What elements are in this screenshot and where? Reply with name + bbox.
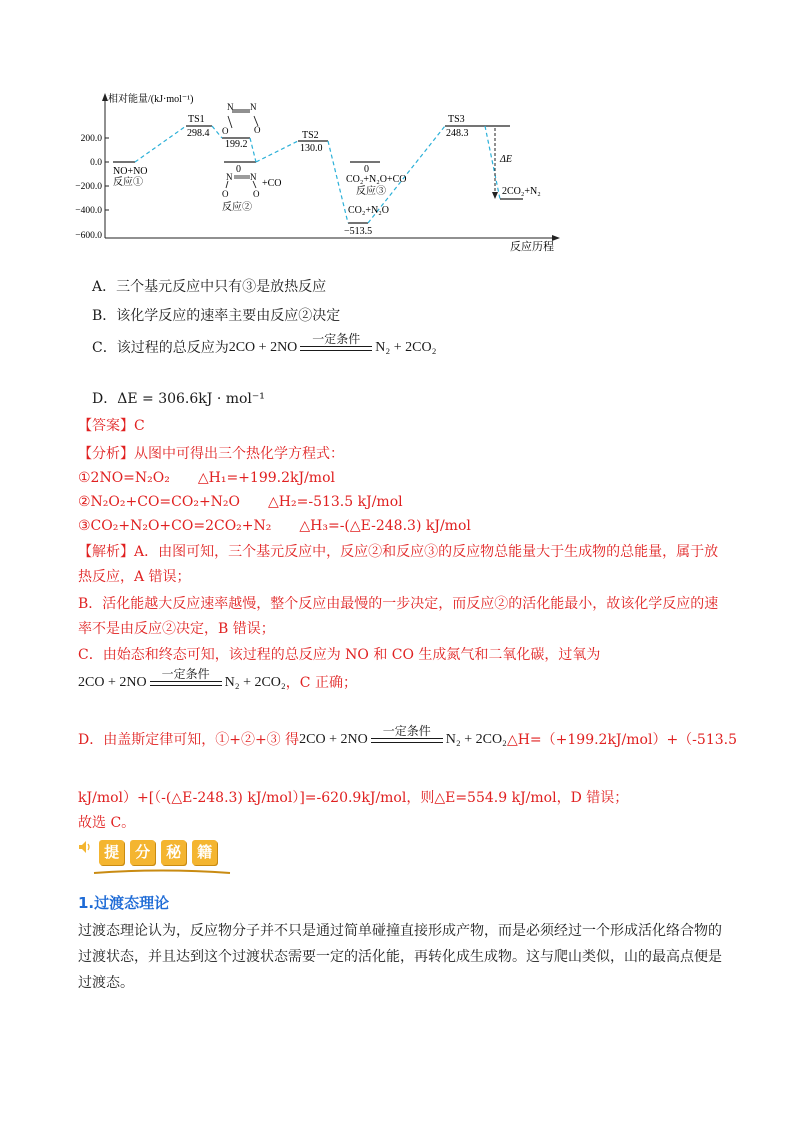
y-tick: −400.0	[75, 206, 102, 216]
condition-text: 一定条件	[382, 724, 431, 738]
y-tick: 0.0	[90, 158, 102, 168]
equation-condition	[300, 332, 372, 351]
equation-rhs: N₂ + 2CO₂	[445, 731, 507, 747]
explanation-d-row	[78, 724, 737, 749]
explanation-c-suffix: ，C 正确；	[285, 675, 357, 691]
label-ts2: TS2	[302, 130, 319, 141]
label-delta-e: ΔE	[500, 154, 512, 165]
svg-text:N: N	[250, 172, 257, 182]
x-axis-label: 反应历程	[510, 241, 554, 253]
label-int1-val: 199.2	[225, 139, 248, 150]
explanation-a-text: A．由图可知，三个基元反应中，反应②和反应③的反应物总能量大于生成物的总能量，属于放	[134, 544, 719, 560]
label-int2-low-val: −513.5	[344, 226, 373, 237]
energy-diagram	[60, 88, 580, 258]
label-ts1-val: 298.4	[187, 128, 210, 139]
option-a: A．三个基元反应中只有③是放热反应	[92, 279, 327, 295]
double-line	[371, 738, 443, 743]
delta-e-arrowhead	[492, 192, 498, 199]
explanation-label: 【解析】	[78, 544, 134, 560]
explanation-b-line1: B．活化能越大反应速率越慢，整个反应由最慢的一步决定，而反应②的活化能最小，故该化学反应的速	[78, 596, 719, 612]
option-d-formula: ΔE = 306.6kJ · mol⁻¹	[117, 391, 265, 407]
explanation-a-line1	[78, 541, 718, 561]
label-ts1: TS1	[188, 114, 205, 125]
explanation-c-eq-row	[78, 667, 357, 692]
equation-rhs: N₂ + 2CO₂	[375, 339, 437, 355]
explanation-a-line2: 热反应，A 错误；	[78, 569, 191, 585]
answer-value: C	[134, 418, 145, 434]
connector	[485, 126, 500, 199]
option-d	[92, 388, 265, 408]
label-ts2-val: 130.0	[300, 143, 323, 154]
double-line	[300, 346, 372, 351]
svg-text:N: N	[226, 172, 233, 182]
connector	[256, 141, 298, 162]
analysis-eq2: ②N₂O₂+CO=CO₂+N₂O △H₂=-513.5 kJ/mol	[78, 494, 403, 510]
section-paragraph-line1: 过渡态理论认为，反应物分子并不只是通过简单碰撞直接形成产物，而是必须经过一个形成活化络合物的	[78, 923, 722, 939]
equation-lhs: 2CO + 2NO	[228, 339, 298, 355]
svg-text:O: O	[253, 189, 260, 199]
equation-c-explanation	[78, 667, 286, 692]
equation-condition	[371, 724, 443, 743]
double-line	[150, 681, 222, 686]
connector	[212, 126, 222, 138]
label-r2: 反应②	[222, 202, 252, 213]
svg-text:O: O	[222, 189, 229, 199]
label-reactant: NO+NO	[113, 166, 148, 177]
banner-char: 籍	[192, 840, 217, 865]
option-d-prefix: D．	[92, 391, 118, 407]
y-axis-label: 相对能量/(kJ·mol⁻¹)	[108, 94, 194, 105]
answer	[78, 415, 145, 435]
label-co: +CO	[262, 178, 282, 189]
explanation-c-line1: C．由始态和终态可知，该过程的总反应为 NO 和 CO 生成氮气和二氧化碳，过氧为	[78, 647, 601, 663]
equation-d-explanation	[299, 724, 507, 749]
banner-char: 分	[130, 840, 155, 865]
svg-text:N: N	[227, 102, 234, 112]
y-tick: 200.0	[80, 134, 102, 144]
analysis-eq1: ①2NO=N₂O₂ △H₁=+199.2kJ/mol	[78, 470, 335, 486]
connector	[250, 138, 256, 162]
label-ts3-val: 248.3	[446, 128, 469, 139]
equation-rhs: N₂ + 2CO₂	[224, 674, 286, 690]
y-tick: −200.0	[75, 182, 102, 192]
svg-text:N: N	[250, 102, 257, 112]
explanation-conclusion: 故选 C。	[78, 815, 136, 831]
equation-lhs: 2CO + 2NO	[78, 674, 147, 690]
section-paragraph-line2: 过渡状态，并且达到这个过渡状态需要一定的活化能，再转化成生成物。这与爬山类似，山的最高点便是	[78, 949, 722, 965]
analysis-eq3: ③CO₂+N₂O+CO=2CO₂+N₂ △H₃=-(△E-248.3) kJ/mol	[78, 518, 471, 534]
svg-text:O: O	[254, 125, 261, 135]
analysis-label: 【分析】	[78, 446, 134, 462]
label-n2o2-zero: 0	[236, 164, 241, 175]
label-int2-species: CO₂+N₂O+CO	[346, 174, 407, 185]
svg-text:O: O	[222, 126, 229, 136]
analysis	[78, 443, 344, 463]
condition-text: 一定条件	[161, 667, 210, 681]
banner-char: 秘	[161, 840, 186, 865]
tips-banner	[78, 840, 223, 874]
label-ts3: TS3	[448, 114, 465, 125]
equation-lhs: 2CO + 2NO	[299, 731, 368, 747]
condition-text: 一定条件	[312, 332, 361, 346]
analysis-text: 从图中可得出三个热化学方程式：	[134, 446, 344, 462]
section-paragraph-line3: 过渡态。	[78, 975, 134, 991]
explanation-d-prefix: D．由盖斯定律可知，①+②+③ 得	[78, 732, 300, 748]
section-title: 1.过渡态理论	[78, 894, 170, 912]
speaker-icon	[78, 840, 92, 854]
equation-c	[228, 332, 437, 357]
option-b: B．该化学反应的速率主要由反应②决定	[92, 308, 341, 324]
explanation-d-line2: kJ/mol）+[（-(△E-248.3) kJ/mol）]=-620.9kJ/mol，则△E=554.9 kJ/mol，D 错误；	[78, 790, 629, 806]
option-c	[92, 332, 437, 357]
option-c-prefix: C．该过程的总反应为	[92, 340, 229, 356]
explanation-b-line2: 率不是由反应②决定，B 错误；	[78, 621, 275, 637]
banner-char: 提	[99, 840, 124, 865]
label-int2-zero: 0	[364, 164, 369, 175]
explanation-d-suffix: △H=（+199.2kJ/mol）+（-513.5	[506, 732, 737, 748]
label-product: 2CO₂+N₂	[502, 186, 541, 197]
banner-swoosh	[92, 868, 232, 876]
label-r1: 反应①	[113, 177, 143, 188]
answer-label: 【答案】	[78, 418, 134, 434]
y-tick: −600.0	[75, 231, 102, 241]
label-r3: 反应③	[356, 186, 386, 197]
connector	[328, 141, 348, 223]
label-int2-low: CO₂+N₂O	[348, 205, 389, 216]
equation-condition	[150, 667, 222, 686]
connector	[135, 126, 186, 162]
